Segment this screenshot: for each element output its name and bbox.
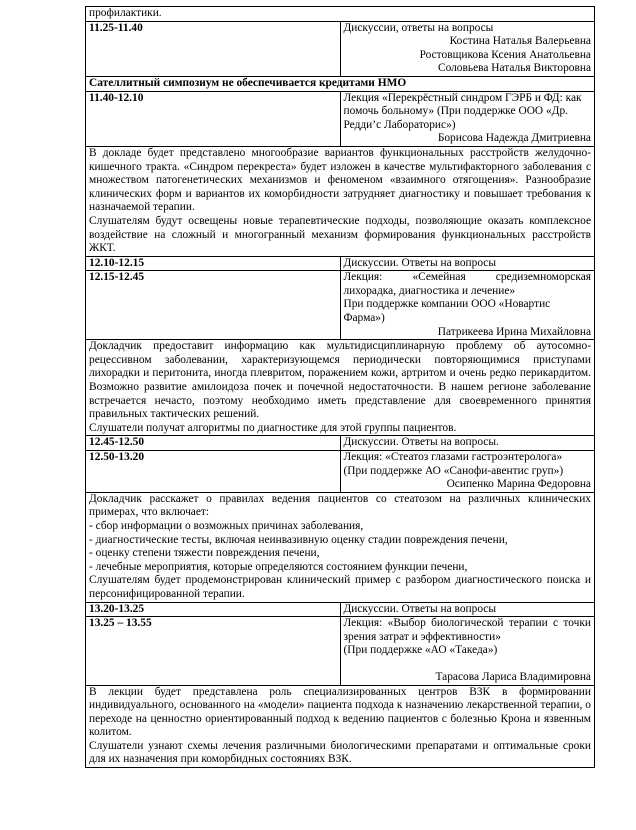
- lecture-support: (При поддержке АО «Санофи-авентис груп»): [343, 464, 564, 477]
- session-title: Дискуссии, ответы на вопросы: [343, 21, 494, 34]
- description-paragraph: Слушатели узнают схемы лечения различными биологическими препаратами и оптимальные сроки для их назначения при коморбидных состояниях ВЗК.: [89, 739, 591, 766]
- description-paragraph: Докладчик предоставит информацию как мультидисциплинарную проблему об аутосомно-рецессивном заболевании, характеризующемся периодически повторяющимися приступами лихорадки и перитонита, иногда плевритом, поражением кожи, артритом и очень редко перикардитом. Возможно развитие амилоидоза почек и почечной недостаточности. В нашем регионе заболевание встречается нечасто, поэтому необходимо иметь представление для своевременного принятия правильных тактических решений.: [89, 340, 591, 421]
- description-cell: [86, 685, 595, 768]
- time-cell: 12.45-12.50: [86, 436, 341, 451]
- list-item: - оценку степени тяжести повреждения печени,: [89, 547, 320, 560]
- session-cell: [340, 271, 595, 340]
- description-cell: [86, 340, 595, 436]
- time-cell: 11.40-12.10: [86, 91, 341, 146]
- speaker-name: Тарасова Лариса Владимировна: [435, 670, 591, 683]
- table-row: [86, 146, 595, 256]
- table-row: [86, 21, 595, 76]
- session-title: Дискуссии. Ответы на вопросы: [340, 602, 595, 617]
- session-title: Дискуссии. Ответы на вопросы: [340, 256, 595, 271]
- session-title: Дискуссии. Ответы на вопросы.: [340, 436, 595, 451]
- table-row: [86, 602, 595, 617]
- time-cell: 11.25-11.40: [86, 21, 341, 76]
- table-row: [86, 76, 595, 91]
- description-paragraph: Слушатели получат алгоритмы по диагностике для этой группы пациентов.: [89, 421, 457, 434]
- program-table: [85, 6, 595, 768]
- speaker-name: Борисова Надежда Дмитриевна: [437, 132, 591, 145]
- description-paragraph: Докладчик расскажет о правилах ведения пациентов со стеатозом на различных клинических примерах, что включает:: [89, 492, 591, 519]
- lecture-title: Лекция «Перекрёстный синдром ГЭРБ и ФД: как помочь больному» (При поддержке ООО «Др. Редди’с Лабораторис»): [343, 91, 582, 131]
- table-row: [86, 91, 595, 146]
- table-row: [86, 492, 595, 602]
- continuation-text: профилактики.: [86, 7, 595, 22]
- table-row: [86, 271, 595, 340]
- satellite-note: Сателлитный симпозиум не обеспечивается кредитами НМО: [86, 76, 595, 91]
- description-paragraph: В докладе будет представлено многообразие вариантов функциональных расстройств желудочно-кишечного тракта. «Синдром перекреста» будет изложен в качестве мультифакторного заболевания с множеством патогенетических механизмов и феноменом «взаимного отягощения». Разнообразие клинических форм и вариантов их коморбидности затрудняет диагностику и повышает требования к назначаемой терапии.: [89, 146, 591, 214]
- list-item: - диагностические тесты, включая неинвазивную оценку стадии повреждения печени,: [89, 533, 508, 546]
- description-cell: [86, 492, 595, 602]
- speaker-name: Патрикеева Ирина Михайловна: [437, 325, 591, 338]
- session-cell: [340, 91, 595, 146]
- list-item: - лечебные мероприятия, которые определяются состоянием функции печени,: [89, 560, 468, 573]
- description-paragraph: Слушателям будет продемонстрирован клинический пример с разбором диагностического поиска и персонифицированной терапии.: [89, 574, 591, 600]
- description-cell: [86, 146, 595, 256]
- blank-line: [344, 658, 592, 671]
- session-cell: [340, 21, 595, 76]
- time-cell: 12.50-13.20: [86, 451, 341, 493]
- table-row: [86, 436, 595, 451]
- table-row: [86, 340, 595, 436]
- table-row: [86, 7, 595, 22]
- session-cell: [340, 617, 595, 685]
- table-row: [86, 451, 595, 493]
- time-cell: 12.10-12.15: [86, 256, 341, 271]
- time-cell: 13.25 – 13.55: [86, 617, 341, 685]
- session-cell: [340, 451, 595, 493]
- description-paragraph: Слушателям будут освещены новые терапевтические подходы, позволяющие оказать комплексное воздействие на сложный и многогранный механизм формирования функциональных расстройств ЖКТ.: [89, 214, 591, 255]
- description-paragraph: В лекции будет представлена роль специализированных центров ВЗК в формировании индивидуального, основанного на «модели» пациента подхода к назначению лекарственной терапии, о переходе на ценностно ориентированный подход к ведению пациентов с болезнью Крона и язвенным колитом.: [89, 685, 591, 739]
- speaker-name: Ростовщикова Ксения Анатольевна: [419, 48, 591, 61]
- list-item: - сбор информации о возможных причинах заболевания,: [89, 519, 364, 532]
- table-row: [86, 256, 595, 271]
- lecture-support: (При поддержке «АО «Такеда»): [343, 644, 498, 657]
- time-cell: 13.20-13.25: [86, 602, 341, 617]
- speaker-name: Соловьева Наталья Викторовна: [437, 62, 591, 75]
- speaker-name: Костина Наталья Валерьевна: [449, 35, 591, 48]
- time-cell: 12.15-12.45: [86, 271, 341, 340]
- table-row: [86, 685, 595, 768]
- program-page: [85, 6, 595, 768]
- lecture-title: Лекция: «Выбор биологической терапии с точки зрения затрат и эффективности»: [343, 617, 591, 643]
- lecture-support: При поддержке компании ООО «Новартис Фарма»): [343, 298, 551, 325]
- lecture-title: Лекция: «Семейная средиземноморская лихорадка, диагностика и лечение»: [343, 271, 591, 297]
- speaker-name: Осипенко Марина Федоровна: [446, 478, 591, 491]
- lecture-title: Лекция: «Стеатоз глазами гастроэнтеролога»: [343, 451, 563, 463]
- table-row: [86, 617, 595, 685]
